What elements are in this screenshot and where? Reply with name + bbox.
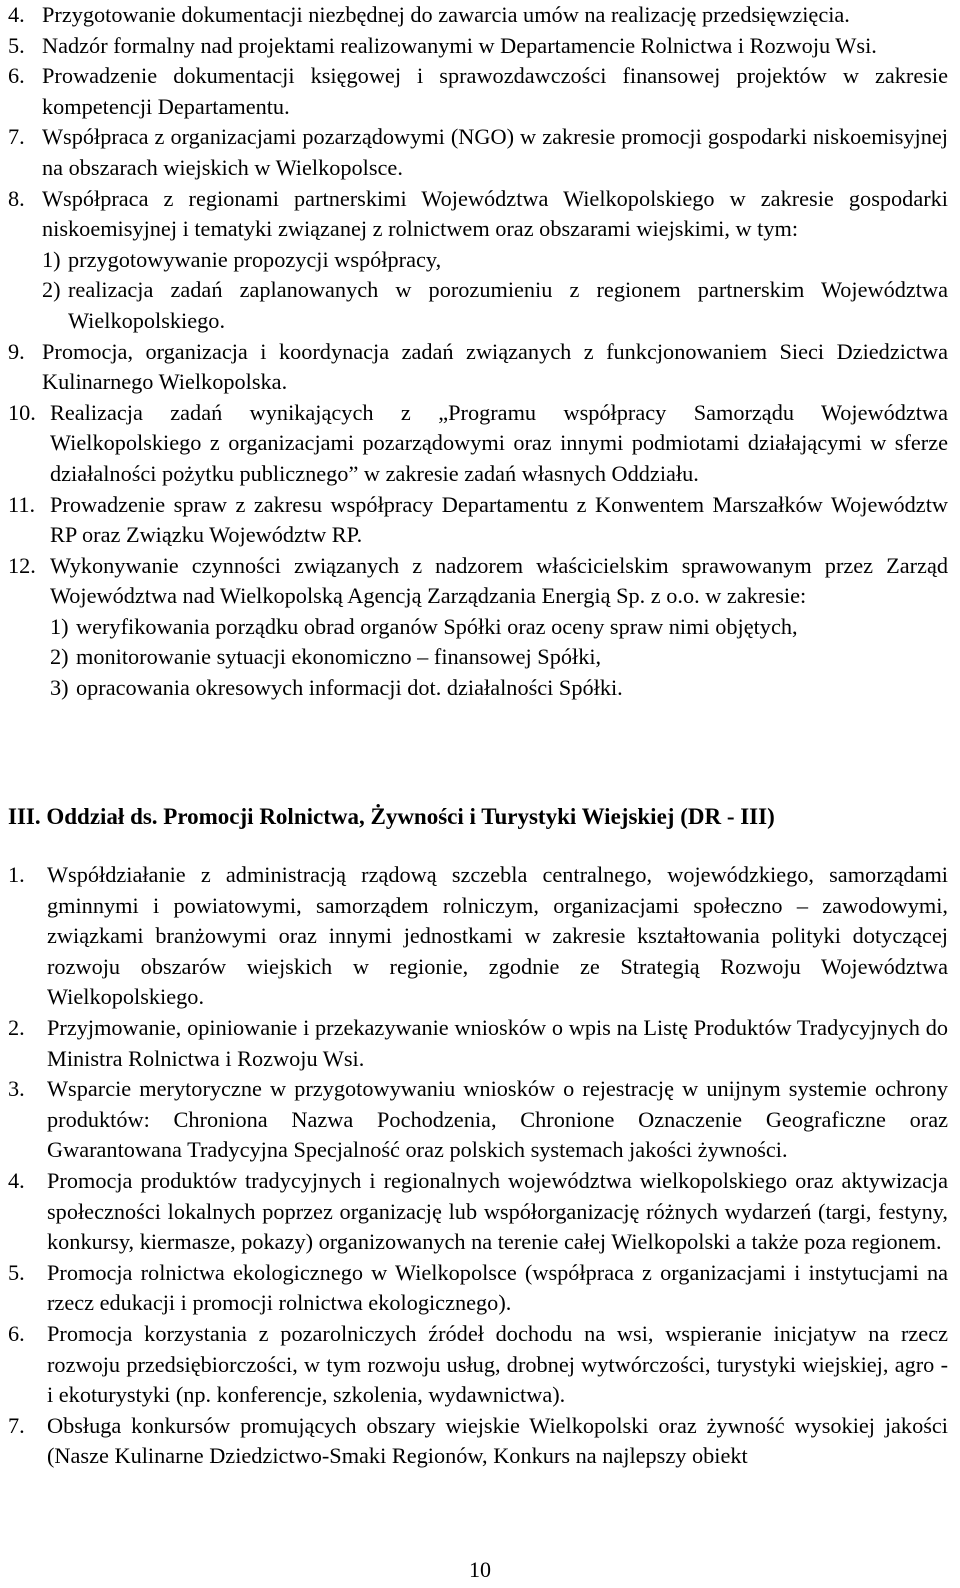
item-text: Współpraca z regionami partnerskimi Województwa Wielkopolskiego w zakresie gospodarki niskoemisyjnej i tematyki związanej z rolnictwem oraz obszarami wiejskimi, w tym: <box>42 185 948 242</box>
item-number: 8. <box>8 185 25 211</box>
item-text: Realizacja zadań wynikających z „Programu współpracy Samorządu Województwa Wielkopolskiego z organizacjami pozarządowymi oraz innymi podmiotami działającymi w sferze działalności pożytku publicznego” w zakresie zadań własnych Oddziału. <box>50 399 948 486</box>
list-item <box>8 1074 948 1166</box>
sub-item-number: 2) <box>50 644 69 670</box>
list-item <box>8 398 948 490</box>
item-number: 3. <box>8 1076 25 1102</box>
item-text: Promocja rolnictwa ekologicznego w Wielkopolsce (współpraca z organizacjami i instytucjami na rzecz edukacji i promocji rolnictwa ekologicznego). <box>47 1259 948 1316</box>
item-number: 2. <box>8 1014 25 1040</box>
item-text: Przyjmowanie, opiniowanie i przekazywanie wniosków o wpis na Listę Produktów Tradycyjnych do Ministra Rolnictwa i Rozwoju Wsi. <box>47 1014 948 1071</box>
item-text: Promocja korzystania z pozarolniczych źródeł dochodu na wsi, wspieranie inicjatyw na rzecz rozwoju przedsiębiorczości, w tym rozwoju usług, drobnej wytwórczości, turystyki wiejskiej, agro - i ekoturystyki (np. konferencje, szkolenia, wydawnictwa). <box>47 1320 948 1408</box>
item-text: Wsparcie merytoryczne w przygotowywaniu wniosków o rejestrację w unijnym systemie ochrony produktów: Chroniona Nazwa Pochodzenia, Chronione Oznaczenie Geograficzne oraz Gwarantowana Tradycyjna Specjalność oraz polskich systemach jakości żywności. <box>47 1076 948 1163</box>
list-item <box>8 337 948 398</box>
item-text: Wykonywanie czynności związanych z nadzorem właścicielskim sprawowanym przez Zarząd Województwa nad Wielkopolską Agencją Zarządzania Energią Sp. z o.o. w zakresie: <box>50 552 948 609</box>
list-item <box>8 0 948 31</box>
item-number: 7. <box>8 124 25 150</box>
item-text: Obsługa konkursów promujących obszary wiejskie Wielkopolski oraz żywność wysokiej jakości (Nasze Kulinarne Dziedzictwo-Smaki Regionów, Konkurs na najlepszy obiekt <box>47 1412 948 1469</box>
item-number: 4. <box>8 2 25 27</box>
sub-item-text: weryfikowania porządku obrad organów Spółki oraz oceny spraw nimi objętych, <box>76 613 798 639</box>
item-number: 11. <box>8 491 36 517</box>
sub-item-number: 3) <box>50 675 69 701</box>
sub-item-text: przygotowywanie propozycji współpracy, <box>68 246 442 272</box>
item-text: Prowadzenie dokumentacji księgowej i sprawozdawczości finansowej projektów w zakresie kompetencji Departamentu. <box>42 63 948 119</box>
item-number: 7. <box>8 1412 25 1438</box>
item-text: Prowadzenie spraw z zakresu współpracy Departamentu z Konwentem Marszałków Województw RP oraz Związku Województw RP. <box>50 491 948 548</box>
list-item <box>8 860 948 1013</box>
item-text: Współpraca z organizacjami pozarządowymi (NGO) w zakresie promocji gospodarki niskoemisyjnej na obszarach wiejskich w Wielkopolsce. <box>42 124 948 180</box>
list-item <box>8 1411 948 1472</box>
sub-item <box>42 245 948 276</box>
item-number: 6. <box>8 63 25 89</box>
section-heading: III. Oddział ds. Promocji Rolnictwa, Żywności i Turystyki Wiejskiej (DR - III) <box>8 804 775 829</box>
sub-item <box>50 642 948 673</box>
list-item <box>8 1166 948 1258</box>
item-text: Promocja produktów tradycyjnych i regionalnych województwa wielkopolskiego oraz aktywizacja społeczności lokalnych poprzez organizację lub współorganizację różnych wydarzeń (targi, festyny, konkursy, kiermasze, pokazy) organizowanych na terenie całej Wielkopolski a także poza regionem. <box>47 1167 948 1255</box>
item-number: 5. <box>8 1259 25 1285</box>
item-number: 5. <box>8 32 25 58</box>
list-item <box>8 31 948 62</box>
sub-item-text: monitorowanie sytuacji ekonomiczno – finansowej Spółki, <box>76 644 602 670</box>
duties-list-section-a <box>8 0 948 704</box>
sub-item-text: realizacja zadań zaplanowanych w porozumieniu z regionem partnerskim Województwa Wielkopolskiego. <box>68 277 948 333</box>
list-item <box>8 1013 948 1074</box>
item-number: 1. <box>8 862 25 887</box>
item-number: 9. <box>8 338 25 364</box>
sub-item-number: 1) <box>42 246 61 272</box>
sub-item-text: opracowania okresowych informacji dot. działalności Spółki. <box>76 675 623 701</box>
list-item <box>8 551 948 704</box>
list-item <box>8 122 948 183</box>
item-number: 4. <box>8 1167 25 1193</box>
page-number: 10 <box>469 1557 491 1582</box>
duties-list-section-b <box>8 860 948 1472</box>
sub-item-number: 2) <box>42 277 61 303</box>
list-item <box>8 1258 948 1319</box>
item-text: Przygotowanie dokumentacji niezbędnej do zawarcia umów na realizację przedsięwzięcia. <box>42 2 850 27</box>
sub-item <box>42 275 948 336</box>
item-number: 6. <box>8 1320 25 1346</box>
sub-item <box>50 612 948 643</box>
sub-item <box>50 673 948 704</box>
item-text: Nadzór formalny nad projektami realizowanymi w Departamencie Rolnictwa i Rozwoju Wsi. <box>42 32 877 58</box>
list-item <box>8 184 948 337</box>
item-text: Promocja, organizacja i koordynacja zadań związanych z funkcjonowaniem Sieci Dziedzictwa Kulinarnego Wielkopolska. <box>42 338 948 395</box>
list-item <box>8 1319 948 1411</box>
sub-item-number: 1) <box>50 613 69 639</box>
list-item <box>8 61 948 122</box>
list-item <box>8 490 948 551</box>
item-text: Współdziałanie z administracją rządową szczebla centralnego, wojewódzkiego, samorządami gminnymi i powiatowymi, samorządem rolniczym, organizacjami społeczno – zawodowymi, związkami branżowymi oraz innymi jednostkami w zakresie kształtowania polityki dotyczącej rozwoju obszarów wiejskich w regionie, zgodnie ze Strategią Rozwoju Województwa Wielkopolskiego. <box>47 862 948 1010</box>
item-number: 12. <box>8 552 36 578</box>
item-number: 10. <box>8 399 36 425</box>
